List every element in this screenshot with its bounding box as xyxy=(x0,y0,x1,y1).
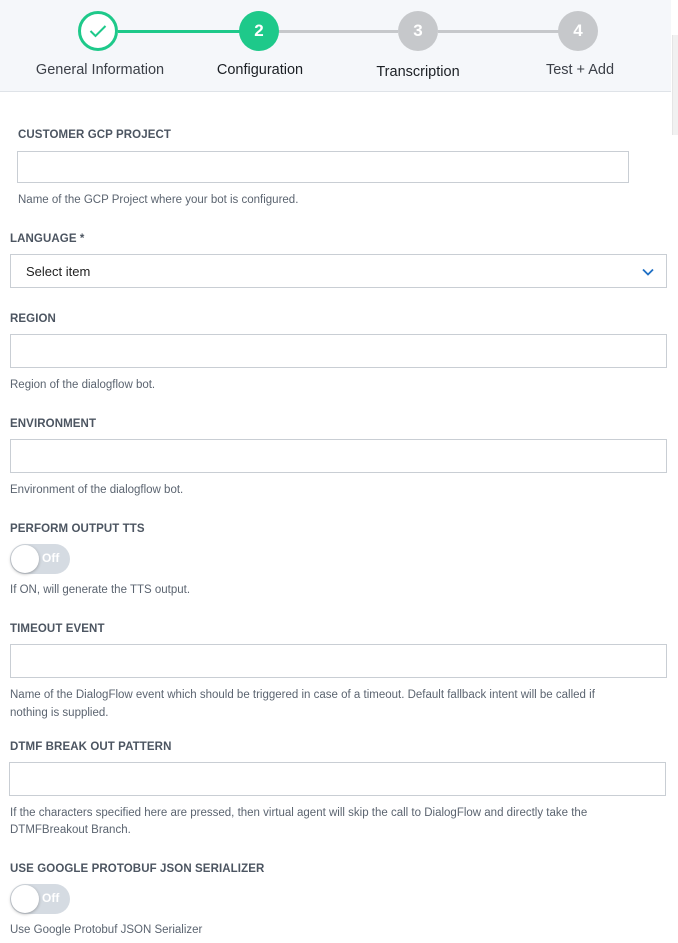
protobuf-toggle[interactable] xyxy=(10,884,70,914)
step-connector-3-4 xyxy=(438,30,560,33)
toggle-knob xyxy=(11,885,39,913)
protobuf-help: Use Google Protobuf JSON Serializer xyxy=(10,924,203,936)
dtmf-help-line1: If the characters specified here are pressed, then virtual agent will skip the call to DialogFlow and directly take the xyxy=(10,807,588,819)
timeout-event-label: TIMEOUT EVENT xyxy=(10,623,105,635)
scrollbar[interactable] xyxy=(672,35,678,135)
step-3-circle[interactable] xyxy=(398,11,438,51)
gcp-project-label: CUSTOMER GCP PROJECT xyxy=(18,129,172,141)
wizard-stepper xyxy=(0,0,671,92)
timeout-event-help-line2: nothing is supplied. xyxy=(10,707,109,719)
step-2-circle[interactable] xyxy=(239,11,279,51)
gcp-project-help: Name of the GCP Project where your bot is configured. xyxy=(18,194,299,206)
dtmf-help-line2: DTMFBreakout Branch. xyxy=(10,824,131,836)
output-tts-toggle-text: Off xyxy=(42,551,60,565)
output-tts-help: If ON, will generate the TTS output. xyxy=(10,584,191,596)
step-connector-2-3 xyxy=(278,30,398,33)
step-2-number: 2 xyxy=(254,21,264,40)
chevron-down-icon xyxy=(641,265,655,279)
step-1-circle[interactable] xyxy=(78,11,118,51)
checkmark-icon xyxy=(89,24,107,38)
step-4-circle[interactable] xyxy=(558,11,598,51)
timeout-event-input[interactable] xyxy=(10,644,667,678)
region-input[interactable] xyxy=(10,334,667,368)
output-tts-toggle[interactable] xyxy=(10,544,70,574)
step-3-number: 3 xyxy=(413,21,423,40)
dtmf-label: DTMF BREAK OUT PATTERN xyxy=(10,741,172,753)
language-select[interactable] xyxy=(10,254,667,288)
region-help: Region of the dialogflow bot. xyxy=(10,379,156,391)
environment-input[interactable] xyxy=(10,439,667,473)
step-4-label[interactable]: Test + Add xyxy=(545,62,615,78)
language-select-value: Select item xyxy=(26,263,91,279)
protobuf-label: USE GOOGLE PROTOBUF JSON SERIALIZER xyxy=(10,863,265,875)
output-tts-label: PERFORM OUTPUT TTS xyxy=(10,523,145,535)
step-4-number: 4 xyxy=(573,21,583,40)
step-3-label[interactable]: Transcription xyxy=(376,64,460,80)
step-1-label[interactable]: General Information xyxy=(35,62,165,78)
region-label: REGION xyxy=(10,313,56,325)
dtmf-input[interactable] xyxy=(9,762,666,796)
timeout-event-help-line1: Name of the DialogFlow event which should be triggered in case of a timeout. Default fallback intent will be called if xyxy=(10,689,595,701)
environment-help: Environment of the dialogflow bot. xyxy=(10,484,184,496)
gcp-project-input[interactable] xyxy=(17,151,629,183)
step-2-label[interactable]: Configuration xyxy=(216,62,304,78)
protobuf-toggle-text: Off xyxy=(42,891,60,905)
language-label: LANGUAGE * xyxy=(10,233,85,245)
step-connector-done xyxy=(118,30,240,33)
toggle-knob xyxy=(11,545,39,573)
environment-label: ENVIRONMENT xyxy=(10,418,97,430)
